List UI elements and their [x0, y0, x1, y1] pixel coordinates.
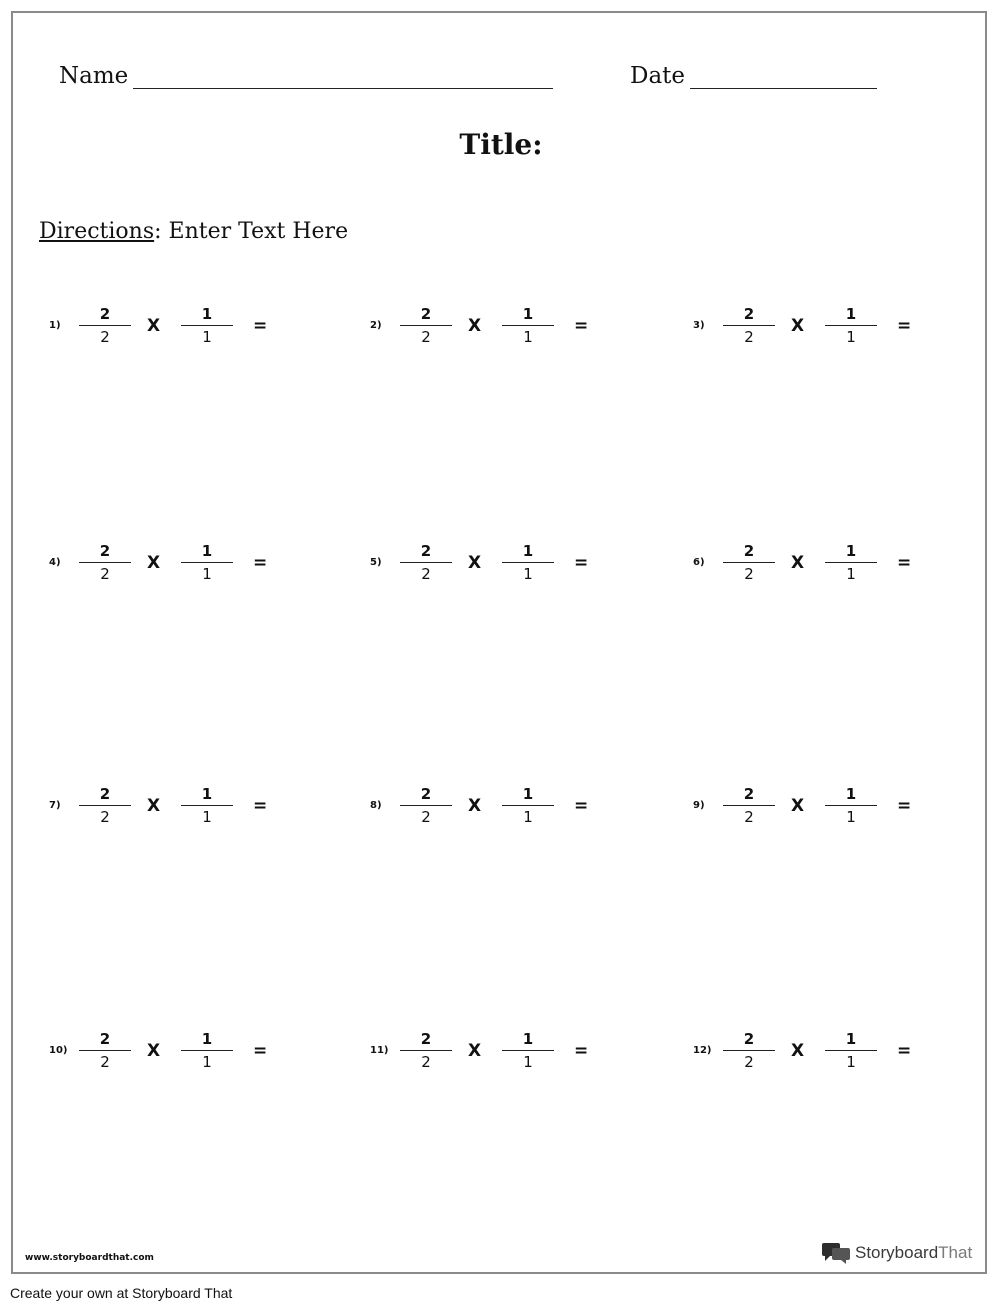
problem-item [49, 540, 309, 590]
problem-number: 5) [370, 557, 382, 568]
brand-name-part2: That [938, 1243, 973, 1262]
date-blank-line[interactable] [690, 66, 877, 89]
second-denominator: 1 [523, 1053, 533, 1071]
first-denominator: 2 [100, 1053, 110, 1071]
second-fraction [181, 540, 233, 585]
storyboardthat-logo [821, 1242, 972, 1264]
second-numerator: 1 [845, 542, 857, 560]
multiply-sign: X [791, 316, 805, 336]
second-numerator: 1 [201, 785, 213, 803]
equals-sign: = [253, 1041, 268, 1061]
first-numerator: 2 [743, 1030, 755, 1048]
second-fraction [502, 540, 554, 585]
name-field [59, 63, 553, 89]
problem-item [370, 540, 630, 590]
second-denominator: 1 [846, 808, 856, 826]
second-denominator: 1 [523, 808, 533, 826]
second-denominator: 1 [523, 565, 533, 583]
equals-sign: = [897, 553, 912, 573]
second-numerator: 1 [201, 305, 213, 323]
first-fraction [723, 303, 775, 348]
directions-text: : Enter Text Here [154, 219, 349, 244]
first-fraction [400, 1028, 452, 1073]
problem-number: 11) [370, 1045, 389, 1056]
problem-item [693, 540, 953, 590]
directions-label: Directions [39, 219, 155, 244]
first-fraction [79, 540, 131, 585]
second-fraction [181, 783, 233, 828]
first-fraction [723, 783, 775, 828]
second-numerator: 1 [201, 1030, 213, 1048]
equals-sign: = [574, 796, 589, 816]
second-fraction [825, 303, 877, 348]
first-denominator: 2 [100, 565, 110, 583]
problem-number: 1) [49, 320, 61, 331]
problem-number: 2) [370, 320, 382, 331]
second-denominator: 1 [202, 328, 212, 346]
second-denominator: 1 [846, 1053, 856, 1071]
first-denominator: 2 [744, 565, 754, 583]
date-label: Date [630, 63, 686, 89]
first-numerator: 2 [743, 542, 755, 560]
first-numerator: 2 [99, 305, 111, 323]
first-denominator: 2 [744, 328, 754, 346]
first-numerator: 2 [420, 1030, 432, 1048]
equals-sign: = [897, 316, 912, 336]
first-numerator: 2 [743, 785, 755, 803]
equals-sign: = [574, 553, 589, 573]
problem-item [693, 783, 953, 833]
problem-number: 12) [693, 1045, 712, 1056]
problem-item [49, 303, 309, 353]
first-fraction [79, 783, 131, 828]
second-numerator: 1 [522, 785, 534, 803]
problem-item [49, 1028, 309, 1078]
second-fraction [181, 1028, 233, 1073]
problem-number: 10) [49, 1045, 68, 1056]
problem-number: 7) [49, 800, 61, 811]
multiply-sign: X [468, 316, 482, 336]
worksheet-page [11, 11, 987, 1274]
first-numerator: 2 [99, 1030, 111, 1048]
name-label: Name [59, 63, 129, 89]
first-fraction [723, 1028, 775, 1073]
second-denominator: 1 [202, 1053, 212, 1071]
second-numerator: 1 [845, 785, 857, 803]
problem-number: 3) [693, 320, 705, 331]
date-field [630, 63, 877, 89]
second-fraction [181, 303, 233, 348]
second-fraction [825, 1028, 877, 1073]
problem-number: 4) [49, 557, 61, 568]
create-your-own-link[interactable]: Create your own at Storyboard That [10, 1285, 233, 1301]
equals-sign: = [253, 796, 268, 816]
brand-name-part1: Storyboard [855, 1243, 939, 1262]
first-numerator: 2 [743, 305, 755, 323]
first-fraction [79, 303, 131, 348]
equals-sign: = [574, 1041, 589, 1061]
first-fraction [723, 540, 775, 585]
equals-sign: = [253, 553, 268, 573]
second-fraction [502, 303, 554, 348]
second-fraction [825, 783, 877, 828]
second-denominator: 1 [523, 328, 533, 346]
first-denominator: 2 [100, 808, 110, 826]
second-numerator: 1 [522, 1030, 534, 1048]
speech-bubbles-icon [821, 1242, 851, 1264]
multiply-sign: X [147, 316, 161, 336]
problem-item [370, 1028, 630, 1078]
second-numerator: 1 [845, 305, 857, 323]
equals-sign: = [897, 1041, 912, 1061]
problem-item [49, 783, 309, 833]
problem-number: 8) [370, 800, 382, 811]
second-numerator: 1 [201, 542, 213, 560]
first-fraction [79, 1028, 131, 1073]
problem-item [693, 1028, 953, 1078]
first-denominator: 2 [421, 808, 431, 826]
first-denominator: 2 [100, 328, 110, 346]
equals-sign: = [253, 316, 268, 336]
second-denominator: 1 [202, 565, 212, 583]
first-denominator: 2 [744, 1053, 754, 1071]
multiply-sign: X [468, 796, 482, 816]
multiply-sign: X [791, 553, 805, 573]
equals-sign: = [574, 316, 589, 336]
first-fraction [400, 303, 452, 348]
first-numerator: 2 [420, 542, 432, 560]
name-blank-line[interactable] [133, 66, 553, 89]
first-denominator: 2 [421, 328, 431, 346]
second-fraction [502, 1028, 554, 1073]
second-fraction [502, 783, 554, 828]
first-denominator: 2 [421, 1053, 431, 1071]
first-numerator: 2 [99, 785, 111, 803]
first-numerator: 2 [99, 542, 111, 560]
first-fraction [400, 540, 452, 585]
second-numerator: 1 [522, 305, 534, 323]
multiply-sign: X [791, 1041, 805, 1061]
first-fraction [400, 783, 452, 828]
problem-item [370, 783, 630, 833]
second-numerator: 1 [522, 542, 534, 560]
first-numerator: 2 [420, 305, 432, 323]
first-denominator: 2 [421, 565, 431, 583]
directions [39, 219, 348, 244]
footer-url: www.storyboardthat.com [25, 1253, 154, 1263]
problem-item [693, 303, 953, 353]
multiply-sign: X [147, 553, 161, 573]
multiply-sign: X [468, 1041, 482, 1061]
second-numerator: 1 [845, 1030, 857, 1048]
problem-number: 9) [693, 800, 705, 811]
multiply-sign: X [791, 796, 805, 816]
second-denominator: 1 [846, 328, 856, 346]
worksheet-title: Title: [459, 128, 543, 161]
multiply-sign: X [147, 796, 161, 816]
second-fraction [825, 540, 877, 585]
equals-sign: = [897, 796, 912, 816]
problem-item [370, 303, 630, 353]
problem-number: 6) [693, 557, 705, 568]
first-numerator: 2 [420, 785, 432, 803]
first-denominator: 2 [744, 808, 754, 826]
second-denominator: 1 [202, 808, 212, 826]
multiply-sign: X [147, 1041, 161, 1061]
multiply-sign: X [468, 553, 482, 573]
second-denominator: 1 [846, 565, 856, 583]
